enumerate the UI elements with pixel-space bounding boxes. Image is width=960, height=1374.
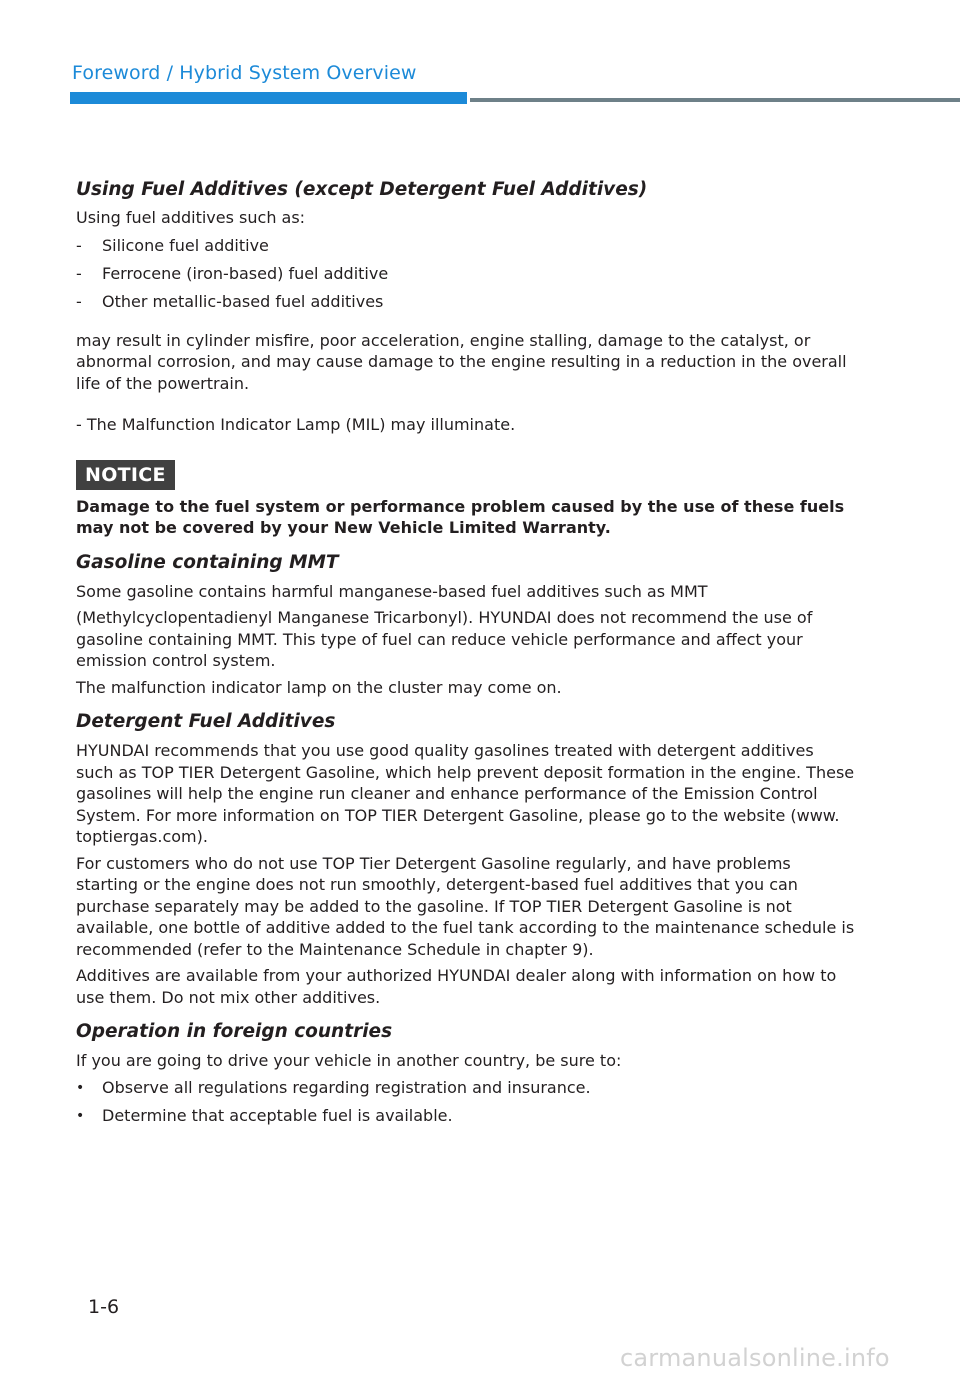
- list-item-text: Other metallic-based fuel additives: [102, 291, 384, 311]
- paragraph: If you are going to drive your vehicle in another country, be sure to:: [76, 1051, 622, 1070]
- requirements-list: [76, 1074, 856, 1130]
- list-item-text: Ferrocene (iron-based) fuel additive: [102, 263, 389, 283]
- list-item-text: Silicone fuel additive: [102, 235, 269, 255]
- list-marker: -: [76, 263, 82, 283]
- page-number: 1-6: [88, 1296, 120, 1318]
- paragraph: Additives are available from your authorized HYUNDAI dealer along with information on how to use them. Do not mix other additives.: [76, 966, 837, 1007]
- section-mmt: [76, 549, 856, 699]
- header-rule: [470, 98, 960, 102]
- list-item: [76, 260, 856, 288]
- paragraph: - The Malfunction Indicator Lamp (MIL) may illuminate.: [76, 415, 516, 434]
- bullet-icon: •: [76, 1079, 85, 1096]
- additive-list: [76, 232, 856, 316]
- paragraph: The malfunction indicator lamp on the cluster may come on.: [76, 677, 562, 697]
- page-content: [76, 176, 856, 1130]
- list-item-text: Observe all regulations regarding registration and insurance.: [102, 1077, 591, 1097]
- list-item: [76, 1074, 856, 1102]
- header-accent-bar: [70, 92, 467, 104]
- paragraph: For customers who do not use TOP Tier Detergent Gasoline regularly, and have problems starting or the engine does not run smoothly, detergent-based fuel additives that you can purchase separately may be added to the gasoline. If TOP TIER Detergent Gasoline is not available, one bottle of additive added to the fuel tank according to the maintenance schedule is recommended (refer to the Maintenance Schedule in chapter 9).: [76, 853, 855, 959]
- list-item: [76, 232, 856, 260]
- list-marker: -: [76, 235, 82, 255]
- section-foreign: [76, 1018, 856, 1130]
- section-heading: Gasoline containing MMT: [76, 551, 339, 573]
- header-title: Foreword / Hybrid System Overview: [72, 62, 417, 84]
- section-detergent: [76, 708, 856, 1008]
- section-heading: Using Fuel Additives (except Detergent Fuel Additives): [76, 179, 648, 200]
- paragraph: Some gasoline contains harmful manganese-based fuel additives such as MMT: [76, 581, 708, 601]
- notice-text: Damage to the fuel system or performance problem caused by the use of these fuels may not be covered by your New Vehicle Limited Warranty.: [76, 496, 845, 537]
- paragraph: HYUNDAI recommends that you use good quality gasolines treated with detergent additives such as TOP TIER Detergent Gasoline, which help prevent deposit formation in the engine. These gasolines will help the engine run cleaner and enhance performance of the Emission Control System. For more information on TOP TIER Detergent Gasoline, please go to the website (www. toptiergas.com).: [76, 741, 855, 846]
- section-heading: Detergent Fuel Additives: [76, 711, 336, 732]
- paragraph: may result in cylinder misfire, poor acceleration, engine stalling, damage to the catalyst, or abnormal corrosion, and may cause damage to the engine resulting in a reduction in the overall life of the powertrain.: [76, 330, 847, 393]
- paragraph: (Methylcyclopentadienyl Manganese Tricarbonyl). HYUNDAI does not recommend the use of gasoline containing MMT. This type of fuel can reduce vehicle performance and affect your emission control system.: [76, 608, 813, 670]
- list-item: [76, 288, 856, 316]
- paragraph: Using fuel additives such as:: [76, 208, 306, 227]
- section-fuel-additives: [76, 176, 856, 436]
- notice-box: [76, 460, 856, 539]
- list-item-text: Determine that acceptable fuel is available.: [102, 1105, 453, 1125]
- bullet-icon: •: [76, 1107, 85, 1124]
- section-heading: Operation in foreign countries: [76, 1021, 393, 1042]
- list-marker: -: [76, 291, 82, 311]
- watermark: carmanualsonline.info: [620, 1344, 890, 1372]
- list-item: [76, 1102, 856, 1130]
- notice-badge: NOTICE: [76, 460, 175, 490]
